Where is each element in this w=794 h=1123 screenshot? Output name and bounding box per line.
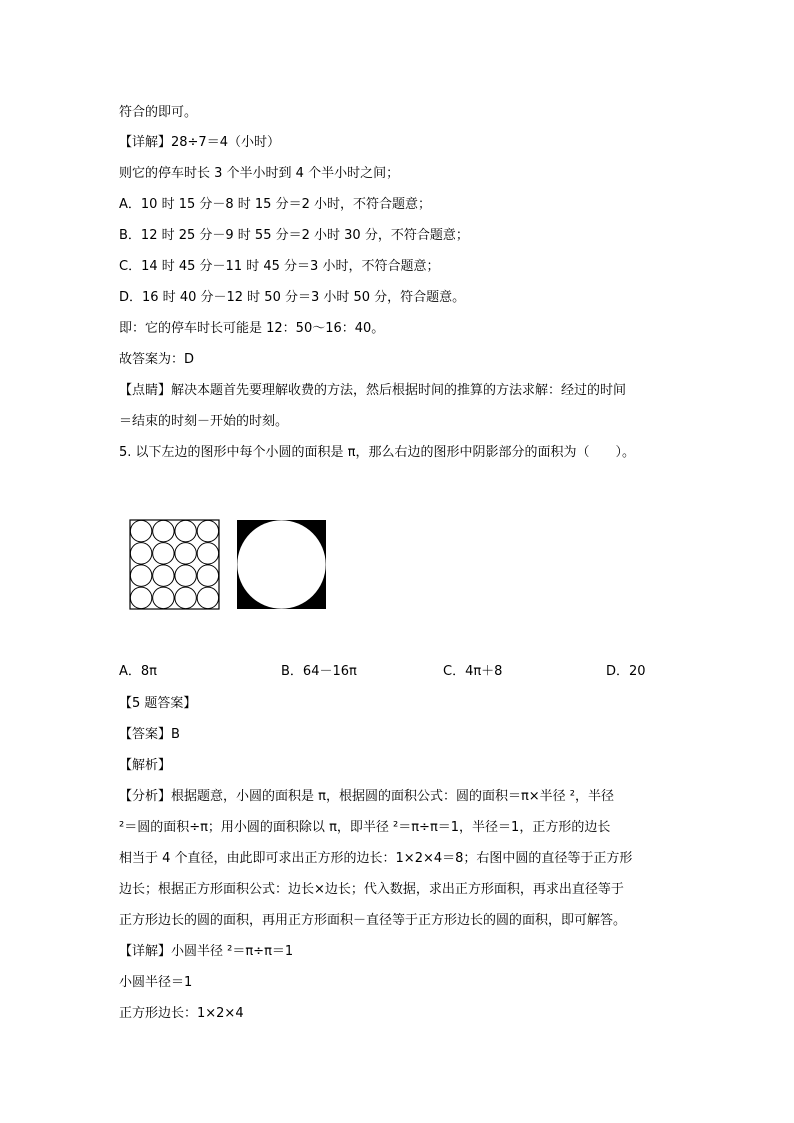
right-big-circle xyxy=(237,520,325,608)
text-line: 即：它的停车时长可能是 12：50～16：40。 xyxy=(119,321,385,336)
text-line: 正方形边长的圆的面积，再用正方形面积－直径等于正方形边长的圆的面积，即可解答。 xyxy=(119,913,627,928)
small-circle xyxy=(153,520,174,541)
small-circle xyxy=(153,587,174,608)
text-line: 相当于 4 个直径，由此即可求出正方形的边长：1×2×4＝8；右图中圆的直径等于正方形 xyxy=(119,851,633,866)
small-circle xyxy=(175,543,196,564)
right-figure-shaded xyxy=(237,520,326,609)
analysis-heading: 【解析】 xyxy=(119,758,172,773)
option-d: D．20 xyxy=(606,664,646,679)
small-circle xyxy=(197,565,218,586)
small-circle xyxy=(175,565,196,586)
question-title: 5. 以下左边的图形中每个小圆的面积是 π，那么右边的图形中阴影部分的面积为（ ）。 xyxy=(119,445,635,460)
text-line: 【点睛】解决本题首先要理解收费的方法，然后根据时间的推算的方法求解：经过的时间 xyxy=(119,383,627,398)
small-circle xyxy=(130,587,151,608)
small-circle xyxy=(197,520,218,541)
text-line: 正方形边长：1×2×4 xyxy=(119,1006,244,1021)
left-figure-circles-in-square xyxy=(130,520,219,609)
text-line: 故答案为：D xyxy=(119,352,195,367)
text-line: C．14 时 45 分－11 时 45 分＝3 小时，不符合题意； xyxy=(119,259,440,274)
figure-svg xyxy=(129,519,329,611)
option-c: C．4π＋8 xyxy=(443,664,503,679)
text-line: 【详解】小圆半径 ²＝π÷π＝1 xyxy=(119,944,294,959)
small-circle xyxy=(197,543,218,564)
answer-heading: 【5 题答案】 xyxy=(119,696,197,711)
text-line: 【分析】根据题意，小圆的面积是 π，根据圆的面积公式：圆的面积＝π×半径 ²，半径 xyxy=(119,789,615,804)
figure-pair xyxy=(129,519,329,615)
option-b: B．64－16π xyxy=(281,664,357,679)
text-line: 【详解】28÷7＝4（小时） xyxy=(119,135,280,150)
small-circle xyxy=(130,565,151,586)
text-line: B．12 时 25 分－9 时 55 分＝2 小时 30 分，不符合题意； xyxy=(119,228,469,243)
answer-line: 【答案】B xyxy=(119,727,180,742)
text-line: 小圆半径＝1 xyxy=(119,975,193,990)
option-a: A．8π xyxy=(119,664,157,679)
small-circle xyxy=(130,520,151,541)
small-circle xyxy=(175,587,196,608)
text-line: D．16 时 40 分－12 时 50 分＝3 小时 50 分，符合题意。 xyxy=(119,290,466,305)
small-circle xyxy=(130,543,151,564)
text-line: ＝结束的时刻－开始的时刻。 xyxy=(119,414,289,429)
text-line: 边长；根据正方形面积公式：边长×边长；代入数据，求出正方形面积，再求出直径等于 xyxy=(119,882,624,897)
text-line: 则它的停车时长 3 个半小时到 4 个半小时之间； xyxy=(119,166,400,181)
text-line: 符合的即可。 xyxy=(119,105,198,120)
small-circle xyxy=(197,587,218,608)
small-circle xyxy=(153,543,174,564)
small-circle xyxy=(153,565,174,586)
small-circle xyxy=(175,520,196,541)
text-line: A．10 时 15 分－8 时 15 分＝2 小时，不符合题意； xyxy=(119,197,431,212)
text-line: ²＝圆的面积÷π；用小圆的面积除以 π，即半径 ²＝π÷π＝1，半径＝1，正方形的边长 xyxy=(119,820,611,835)
